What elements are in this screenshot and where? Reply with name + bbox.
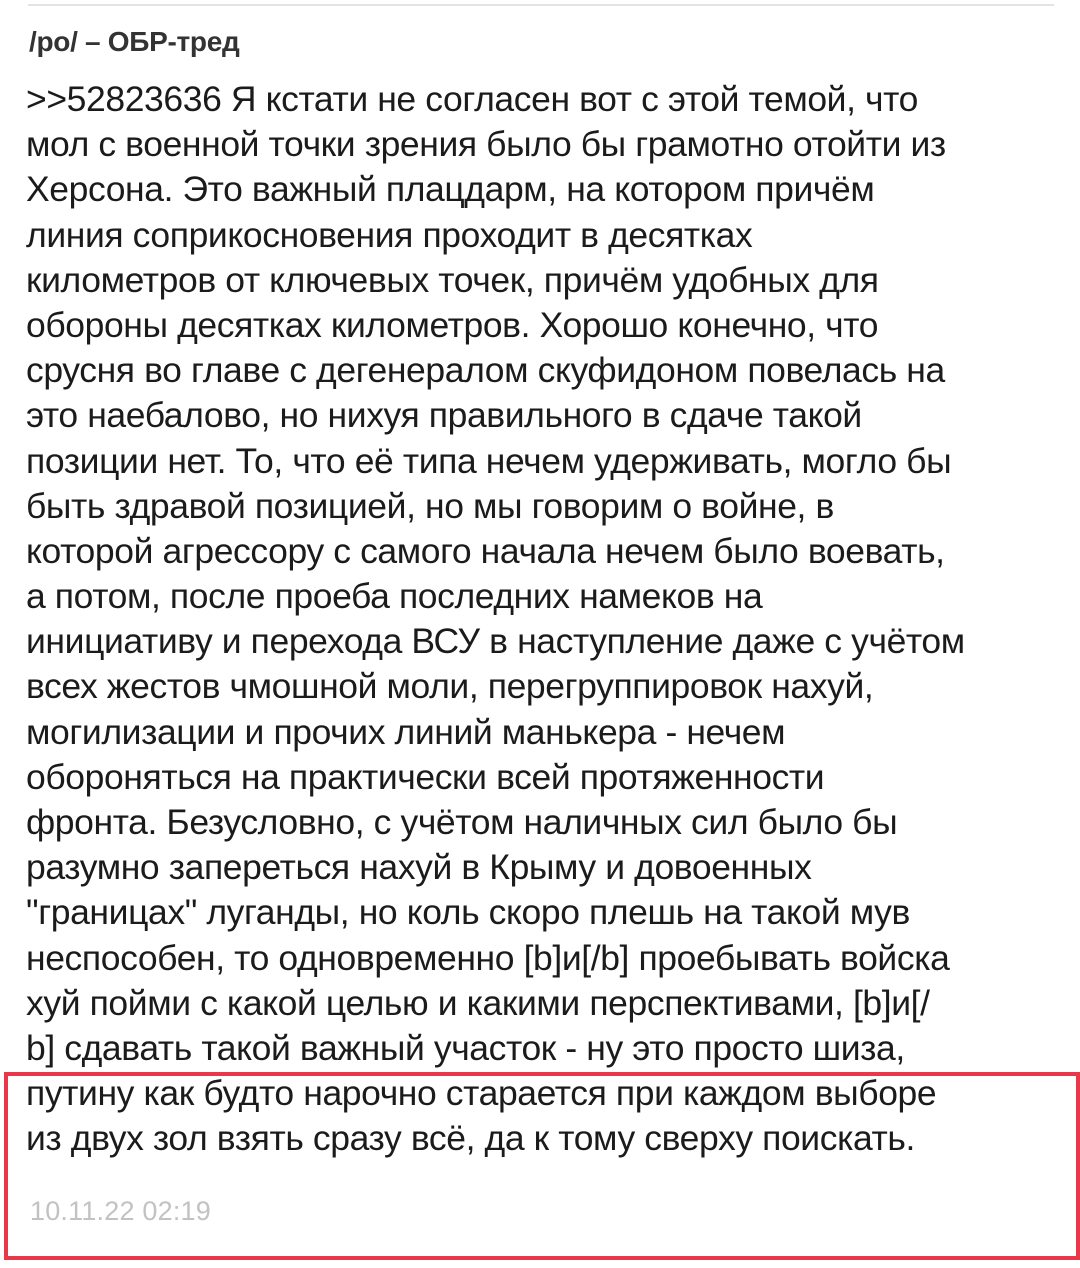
post-line: неспособен, то одновременно [b]и[/b] проебывать войска <box>26 937 950 978</box>
top-divider <box>28 4 1054 6</box>
post-line: "границах" луганды, но коль скоро плешь на такой мув <box>26 892 910 933</box>
post-line: позиции нет. То, что её типа нечем удерживать, могло бы <box>26 440 952 481</box>
post-line: которой агрессору с самого начала нечем было воевать, <box>26 530 945 571</box>
post-line: а потом, после проеба последних намеков на <box>26 576 763 617</box>
post-line: инициативу и перехода ВСУ в наступление даже с учётом <box>26 621 965 662</box>
post-line: могилизации и прочих линий манькера - нечем <box>26 711 786 752</box>
post-line: это наебалово, но нихуя правильного в сдаче такой <box>26 395 862 436</box>
post-line: мол с военной точки зрения было бы грамотно отойти из <box>26 124 946 165</box>
post-body <box>26 77 1076 1162</box>
post-line: фронта. Безусловно, с учётом наличных сил было бы <box>26 802 898 842</box>
post-line: путину как будто нарочно старается при каждом выборе <box>26 1073 937 1114</box>
post-line: хуй пойми с какой целью и какими перспективами, [b]и[/ <box>26 982 930 1023</box>
post-line: всех жестов чмошной моли, перегруппировок нахуй, <box>26 666 874 707</box>
post-line: из двух зол взять сразу всё, да к тому сверху поискать. <box>26 1118 915 1159</box>
post-line: >>52823636 Я кстати не согласен вот с этой темой, что <box>26 79 918 119</box>
post-line: линия соприкосновения проходит в десятках <box>26 214 753 255</box>
post-line: разумно запереться нахуй в Крыму и довоенных <box>26 847 812 888</box>
post-line: обороны десятках километров. Хорошо конечно, что <box>26 304 879 345</box>
post-line: срусня во главе с дегенералом скуфидоном повелась на <box>26 350 945 391</box>
post-line: быть здравой позицией, но мы говорим о войне, в <box>26 485 834 526</box>
post-timestamp: 10.11.22 02:19 <box>30 1196 211 1226</box>
post-line: b] сдавать такой важный участок - ну это просто шиза, <box>26 1027 905 1068</box>
thread-title-link[interactable]: /po/ – ОБР-тред <box>29 26 240 57</box>
post-line: километров от ключевых точек, причём удобных для <box>26 259 879 300</box>
post-line: Херсона. Это важный плацдарм, на котором причём <box>26 169 875 210</box>
post-line: обороняться на практически всей протяженности <box>26 756 825 797</box>
